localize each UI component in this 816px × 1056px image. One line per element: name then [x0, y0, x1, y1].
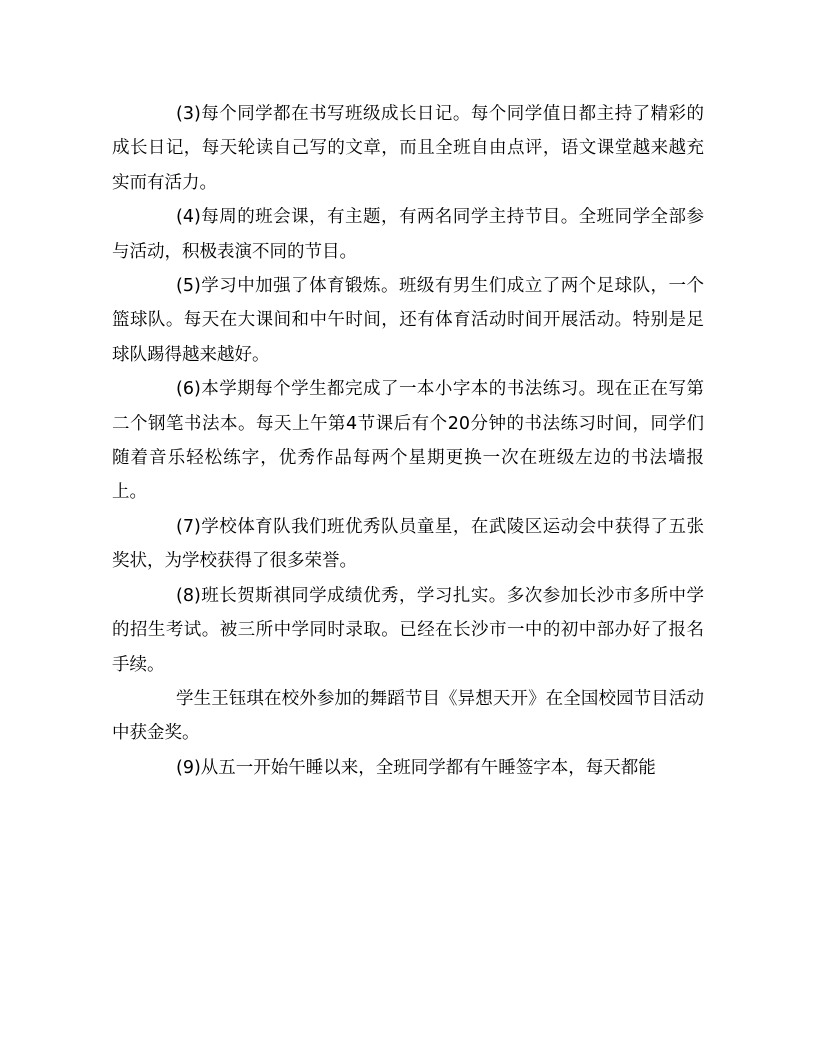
- paragraph-6: (6)本学期每个学生都完成了一本小字本的书法练习。现在正在写第二个钢笔书法本。每天上午第4节课后有个20分钟的书法练习时间，同学们随着音乐轻松练字，优秀作品每两个星期更换一次在班级左边的书法墙报上。: [112, 379, 704, 503]
- paragraph-9: (9)从五一开始午睡以来，全班同学都有午睡签字本，每天都能: [176, 757, 656, 778]
- paragraph-award: 学生王钰琪在校外参加的舞蹈节目《异想天开》在全国校园节目活动中获金奖。: [112, 688, 704, 744]
- paragraph-8: (8)班长贺斯祺同学成绩优秀，学习扎实。多次参加长沙市多所中学的招生考试。被三所中学同时录取。已经在长沙市一中的初中部办好了报名手续。: [112, 585, 704, 675]
- document-body: [112, 97, 704, 785]
- paragraph-4: (4)每周的班会课，有主题，有两名同学主持节目。全班同学全部参与活动，积极表演不同的节目。: [112, 207, 704, 262]
- paragraph-7: (7)学校体育队我们班优秀队员童星，在武陵区运动会中获得了五张奖状，为学校获得了很多荣誉。: [112, 516, 704, 572]
- paragraph-3: (3)每个同学都在书写班级成长日记。每个同学值日都主持了精彩的成长日记，每天轮读自己写的文章，而且全班自由点评，语文课堂越来越充实而有活力。: [112, 104, 704, 193]
- paragraph-5: (5)学习中加强了体育锻炼。班级有男生们成立了两个足球队，一个篮球队。每天在大课间和中午时间，还有体育活动时间开展活动。特别是足球队踢得越来越好。: [112, 276, 704, 365]
